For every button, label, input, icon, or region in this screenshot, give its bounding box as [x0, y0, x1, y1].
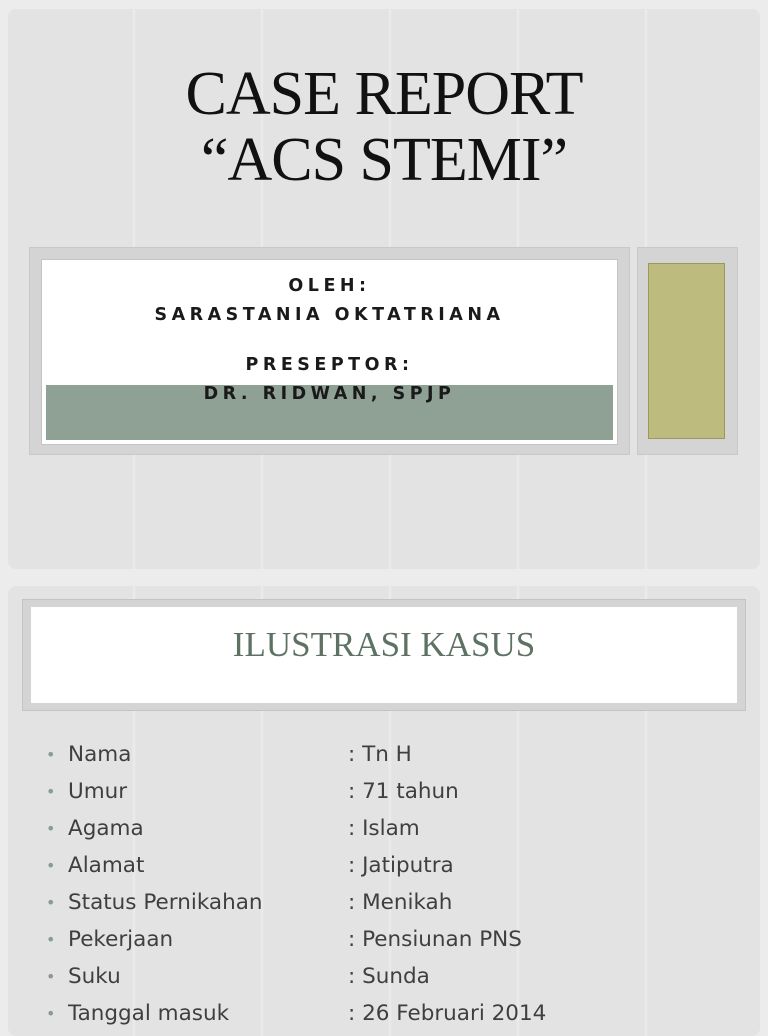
item-value: : 26 Februari 2014	[348, 1001, 547, 1026]
item-label: Suku	[68, 964, 121, 989]
preceptor-name: DR. RIDWAN, SPJP	[203, 384, 456, 404]
slide-title	[8, 61, 760, 193]
item-label: Agama	[68, 816, 144, 841]
slide-heading: ILUSTRASI KASUS	[232, 625, 536, 664]
title-line-2: “ACS STEMI”	[200, 126, 568, 194]
accent-frame	[637, 247, 738, 455]
item-value: : Islam	[348, 816, 420, 841]
item-value: : Pensiunan PNS	[348, 927, 522, 952]
item-label: Status Pernikahan	[68, 890, 263, 915]
item-value: : Tn H	[348, 742, 412, 767]
subtitle-box	[42, 260, 617, 444]
case-illustration-slide	[8, 586, 760, 1036]
item-value: : Menikah	[348, 890, 453, 915]
heading-box	[31, 607, 737, 703]
accent-block	[648, 263, 725, 439]
heading-frame	[22, 599, 746, 711]
item-value: : 71 tahun	[348, 779, 459, 804]
title-line-1: CASE REPORT	[185, 60, 583, 128]
subtitle-frame	[29, 247, 630, 455]
item-value: : Sunda	[348, 964, 430, 989]
author-name: SARASTANIA OKTATRIANA	[154, 305, 505, 325]
bullet-dot-icon: •	[46, 930, 56, 949]
item-label: Tanggal masuk	[68, 1001, 230, 1026]
bullet-dot-icon: •	[46, 967, 56, 986]
item-label: Pekerjaan	[68, 927, 174, 952]
subtitle-text	[44, 272, 615, 409]
author-label: OLEH:	[288, 276, 371, 296]
bullet-dot-icon: •	[46, 893, 56, 912]
bullet-dot-icon: •	[46, 856, 56, 875]
bullet-dot-icon: •	[46, 819, 56, 838]
bullet-dot-icon: •	[46, 782, 56, 801]
item-label: Nama	[68, 742, 132, 767]
item-value: : Jatiputra	[348, 853, 454, 878]
preceptor-label: PRESEPTOR:	[245, 355, 414, 375]
bullet-dot-icon: •	[46, 1004, 56, 1023]
title-slide	[8, 9, 760, 569]
item-label: Alamat	[68, 853, 145, 878]
bullet-dot-icon: •	[46, 745, 56, 764]
item-label: Umur	[68, 779, 128, 804]
